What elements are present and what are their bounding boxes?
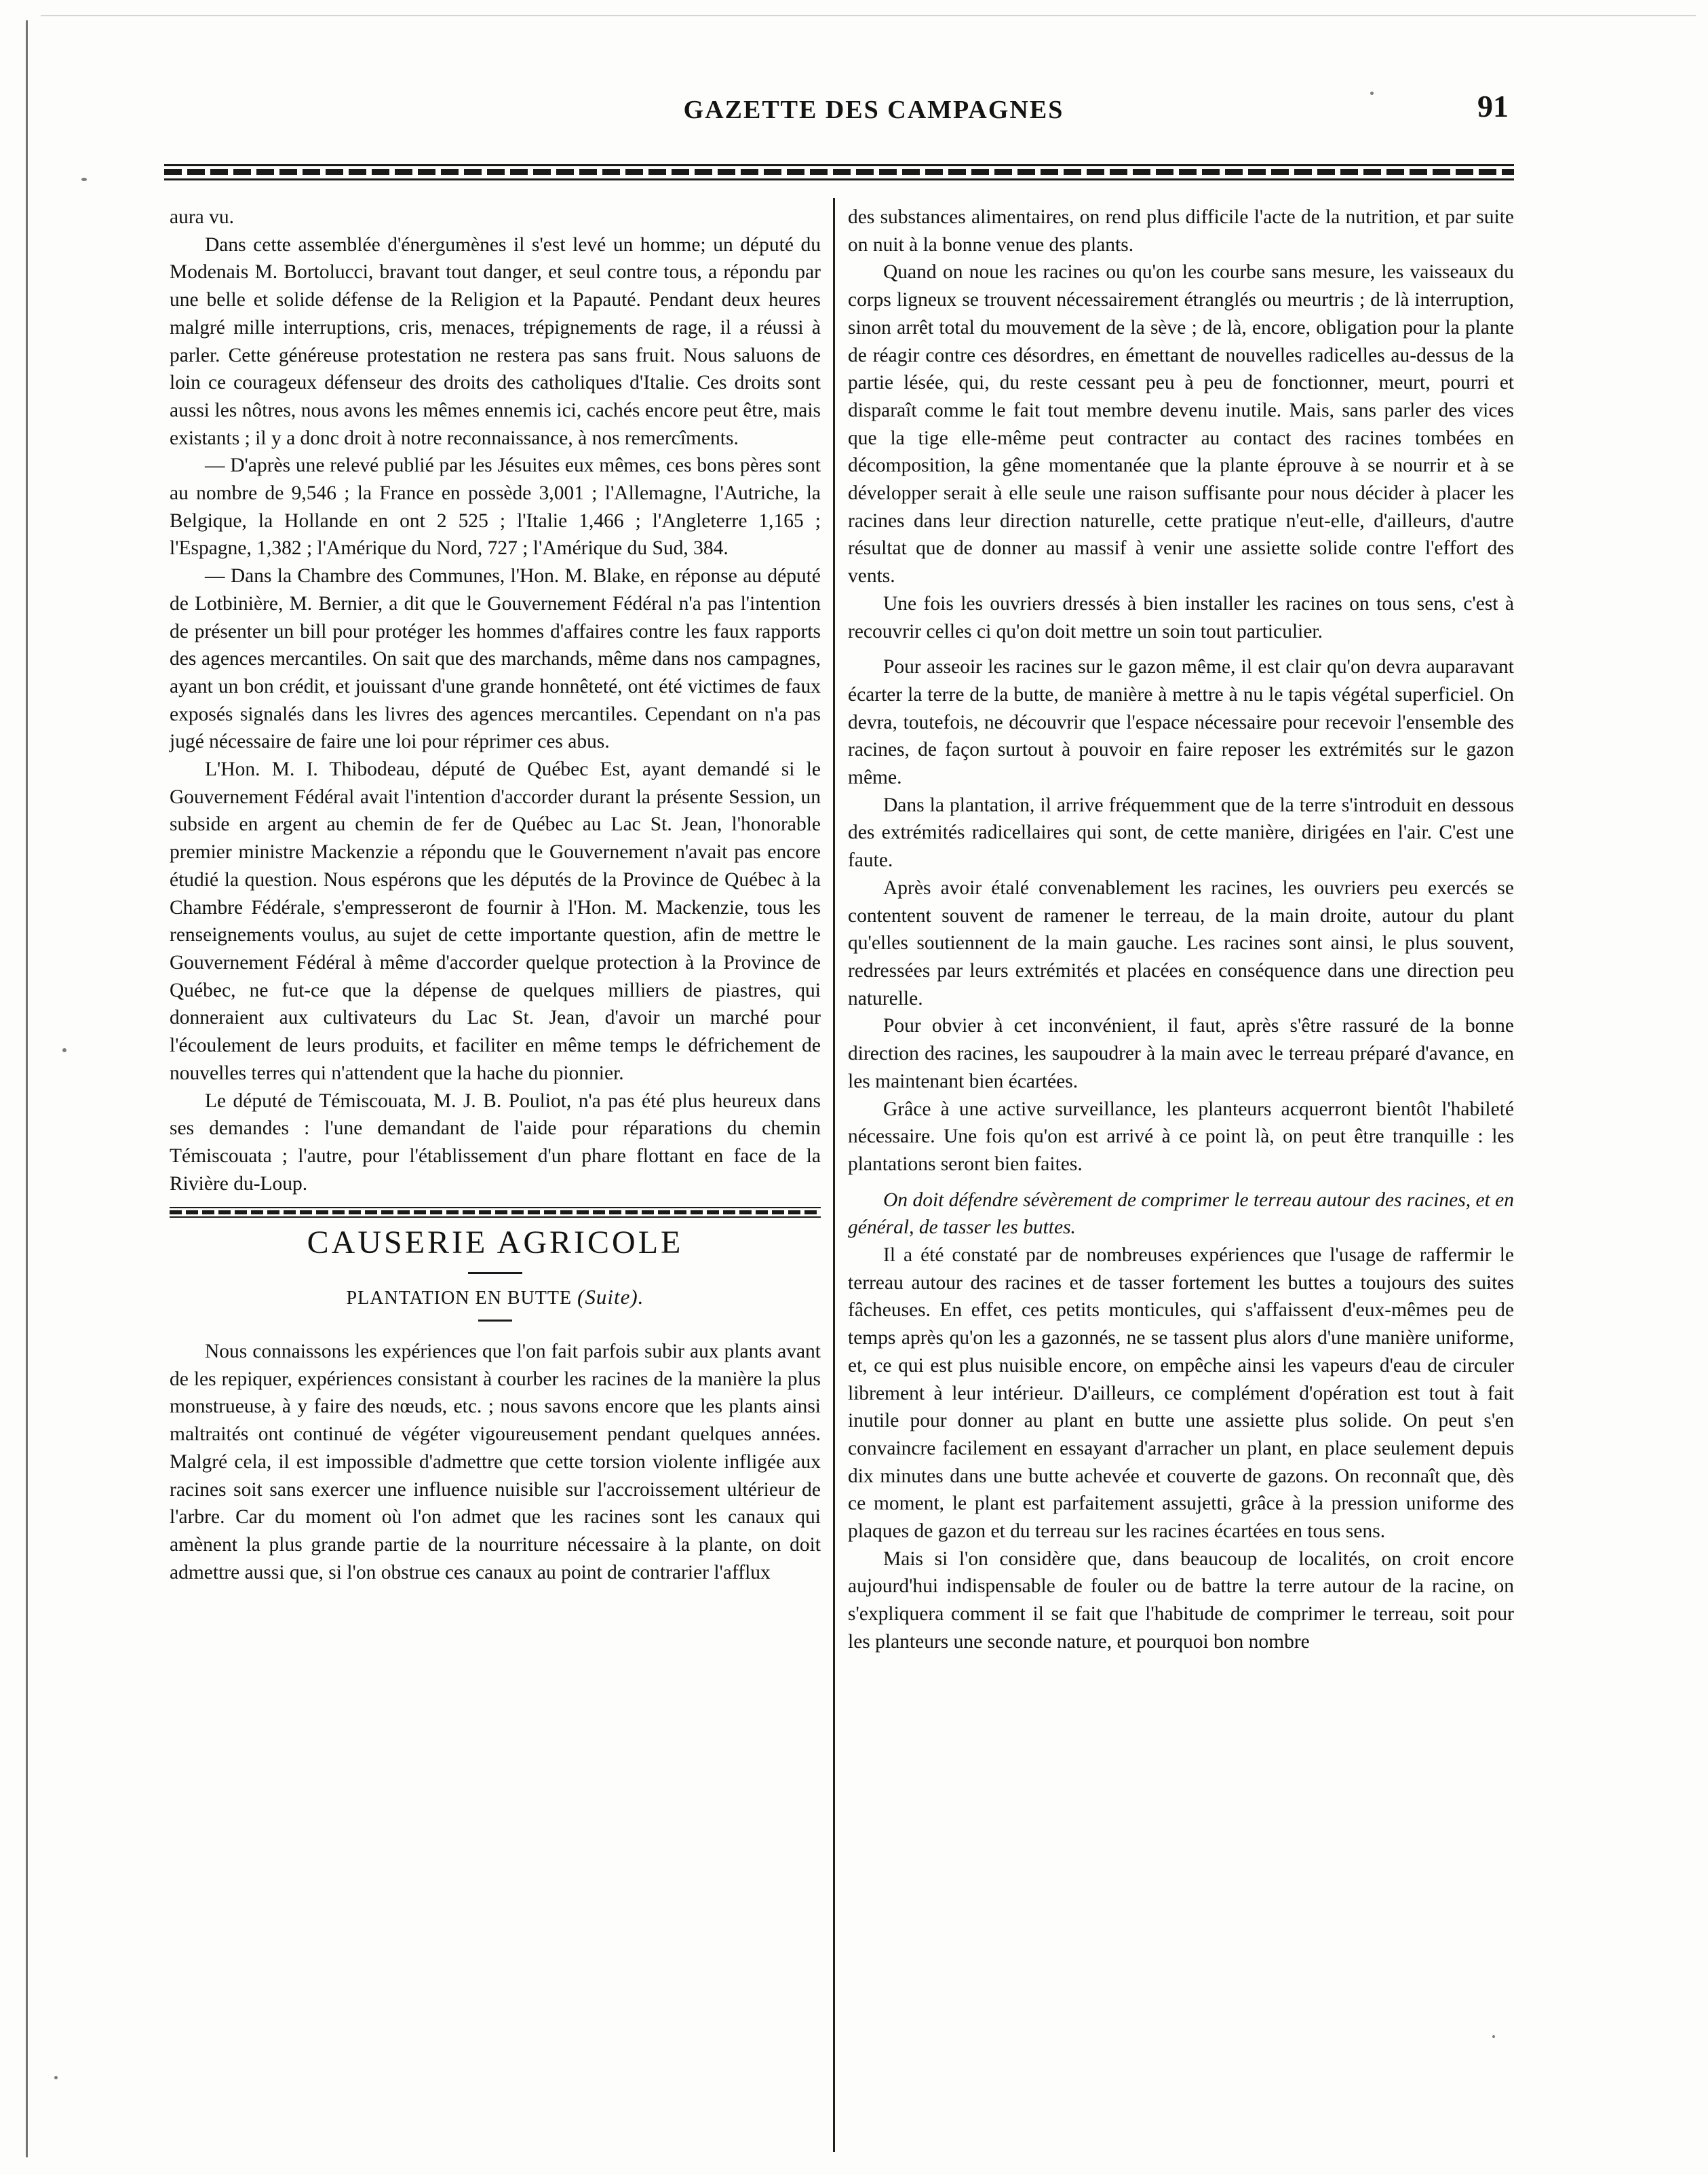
paragraph: Pour asseoir les racines sur le gazon même, il est clair qu'on devra auparavant écarter la terre de la butte, de manière à mettre à nu le tapis végétal superficiel. On devra, toutefois, ne découvrir que l'espace nécessaire pour recevoir l'ensemble des racines, de façon surtout à pouvoir en faire reposer les extrémités sur le gazon même. xyxy=(848,656,1514,789)
paragraph: Il a été constaté par de nombreuses expériences que l'usage de raffermir le terreau autour des racines et de tasser fortement les buttes a toujours des suites fâcheuses. En effet, ces petits monticules, qui s'affaissent d'eux-mêmes peu de temps après qu'on les a gazonnés, ne se tassent plus alors d'une manière uniforme, et, ce qui est plus nuisible encore, on empêche ainsi les vapeurs d'eau de circuler librement à leur intérieur. D'ailleurs, ce complément d'opération est tout à fait inutile pour donner au plant en butte une assiette plus solide. On peut s'en convaincre facilement en essayant d'arracher un plant, en place seulement depuis dix minutes dans une butte achevée et couverte de gazons. On reconnaît que, dès ce moment, le plant est parfaitement assujetti, grâce à la pression uniforme des plaques de gazon et du terreau sur les racines écartées en tous sens. xyxy=(848,1244,1514,1543)
paragraph: Mais si l'on considère que, dans beaucoup de localités, on croit encore aujourd'hui indispensable de fouler ou de battre la terre autour de la racine, on s'expliquera comment il se fait que l'habitude de comprimer le terreau, soit pour les planteurs une seconde nature, et pourquoi bon nombre xyxy=(848,1547,1514,1653)
paragraph: Pour obvier à cet inconvénient, il faut, après s'être rassuré de la bonne direction des racines, les saupoudrer à la main avec le terreau préparé d'avance, en les maintenant bien écartées. xyxy=(848,1015,1514,1092)
running-head: GAZETTE DES CAMPAGNES xyxy=(683,96,1064,124)
page-number: 91 xyxy=(1477,89,1509,123)
column-divider xyxy=(833,198,835,2152)
left-column xyxy=(170,204,821,1586)
paragraph: aura vu. xyxy=(170,206,235,228)
section-subtitle xyxy=(170,1284,821,1313)
subtitle-text: PLANTATION EN BUTTE xyxy=(346,1288,572,1309)
subtitle-underline xyxy=(478,1320,512,1322)
italic-paragraph xyxy=(848,1187,1514,1242)
header-rule xyxy=(164,164,1514,180)
paragraph: Quand on noue les racines ou qu'on les courbe sans mesure, les vaisseaux du corps ligneux se trouvent nécessairement étranglés ou meurtris ; de là interruption, sinon arrêt total du mouvement de la sève ; de là, encore, obligation pour la plante de réagir contre ces désordres, en émettant de nouvelles radicelles au-dessus de la partie lésée, qui, du reste cessant peu à peu de fonctionner, meurt, pourri et disparaît comme le fait tout membre devenu inutile. Mais, sans parler des vices que la tige elle-même peut contracter au contact des racines tombées en décomposition, la gêne momentanée que la plante éprouve à se nourrir et à se développer serait à elle seule une raison suffisante pour nous décider à placer les racines dans leur direction naturelle, cette pratique n'eut-elle, d'ailleurs, d'autre résultat que de donner au massif à venir une assiette solide contre l'effort des vents. xyxy=(848,261,1514,588)
paragraph: Une fois les ouvriers dressés à bien installer les racines on tous sens, c'est à recouvrir celles ci qu'on doit mettre un soin tout particulier. xyxy=(848,592,1514,642)
paragraph: Dans la plantation, il arrive fréquemment que de la terre s'introduit en dessous des extrémités radicellaires qui sont, de cette manière, dirigées en l'air. C'est une faute. xyxy=(848,794,1514,872)
title-underline xyxy=(468,1272,522,1274)
section-title: CAUSERIE AGRICOLE xyxy=(307,1225,684,1261)
paragraph: Le député de Témiscouata, M. J. B. Pouliot, n'a pas été plus heureux dans ses demandes : l'une demandant de l'aide pour réparations du chemin Témiscouata ; l'autre, pour l'établissement d'un phare flottant en face de la Rivière du-Loup. xyxy=(170,1090,821,1195)
italic-text: On doit défendre sévèrement de comprimer le terreau autour des racines, et en général, de tasser les buttes. xyxy=(848,1189,1514,1239)
paragraph: — D'après une relevé publié par les Jésuites eux mêmes, ces bons pères sont au nombre de 9,546 ; la France en possède 3,001 ; l'Allemagne, l'Autriche, la Belgique, la Hollande en ont 2 525 ; l'Italie 1,466 ; l'Angleterre 1,165 ; l'Espagne, 1,382 ; l'Amérique du Nord, 727 ; l'Amérique du Sud, 384. xyxy=(170,455,821,560)
binding-edge xyxy=(26,20,28,2157)
subtitle-suffix: (Suite). xyxy=(577,1285,644,1309)
paragraph: — Dans la Chambre des Communes, l'Hon. M. Blake, en réponse au député de Lotbinière, M. Bernier, a dit que le Gouvernement Fédéral n'a pas l'intention de présenter un bill pour protéger les hommes d'affaires contre les faux rapports des agences mercantiles. On sait que des marchands, même dans nos campagnes, ayant un bon crédit, et jouissant d'une grande honnêteté, ont été victimes de faux exposés signalés dans les livres des agences mercantiles. Cependant on n'a pas jugé nécessaire de faire une loi pour réprimer ces abus. xyxy=(170,565,821,753)
scan-speck xyxy=(62,1048,66,1052)
paragraph: des substances alimentaires, on rend plus difficile l'acte de la nutrition, et par suite on nuit à la bonne venue des plants. xyxy=(848,206,1514,256)
paragraph: Grâce à une active surveillance, les planteurs acquerront bientôt l'habileté nécessaire. Une fois qu'on est arrivé à ce point là, on peut être tranquille : les plantations seront bien faites. xyxy=(848,1098,1514,1175)
scan-speck xyxy=(1492,2035,1495,2038)
top-edge-shadow xyxy=(41,15,1696,16)
scan-speck xyxy=(54,2076,58,2079)
paragraph: Après avoir étalé convenablement les racines, les ouvriers peu exercés se contentent souvent de ramener le terreau, de la main droite, autour du plant qu'elles soutiennent de la main gauche. Les racines sont ainsi, le plus souvent, redressées par leurs extrémités et placées en conséquence dans une direction peu naturelle. xyxy=(848,877,1514,1009)
scan-speck xyxy=(1370,92,1374,95)
section-rule xyxy=(170,1207,821,1218)
scan-speck xyxy=(81,178,87,181)
paragraph: Nous connaissons les expériences que l'on fait parfois subir aux plants avant de les repiquer, expériences consistant à courber les racines de la manière la plus monstrueuse, à y faire des nœuds, etc. ; nous savons encore que les plants ainsi maltraités ont continué de végéter vigoureusement pendant quelques années. Malgré cela, il est impossible d'admettre que cette torsion violente infligée aux racines soit sans exercer une influence nuisible sur l'accroissement ultérieur de l'arbre. Car du moment où l'on admet que les racines sont les canaux qui amènent la plus grande partie de la nourriture nécessaire à la plante, on doit admettre aussi que, si l'on obstrue ces canaux au point de contrarier l'afflux xyxy=(170,1341,821,1583)
right-column xyxy=(848,204,1514,1656)
paragraph: Dans cette assemblée d'énergumènes il s'est levé un homme; un député du Modenais M. Bortolucci, bravant tout danger, et seul contre tous, a répondu par une belle et solide défense de la Religion et la Papauté. Pendant deux heures malgré mille interruptions, cris, menaces, trépignements de rage, il a réussi à parler. Cette généreuse protestation ne restera pas sans fruit. Nous saluons de loin ce courageux défenseur des droits des catholiques d'Italie. Ces droits sont aussi les nôtres, nous avons les mêmes ennemis ici, cachés encore peut être, mais existants ; il y a donc droit à notre reconnaissance, à nos remercîments. xyxy=(170,233,821,449)
paragraph: L'Hon. M. I. Thibodeau, député de Québec Est, ayant demandé si le Gouvernement Fédéral avait l'intention d'accorder durant la présente Session, un subside en argent au chemin de fer de Québec au Lac St. Jean, l'honorable premier ministre Mackenzie a répondu que le Gouvernement n'avait pas encore étudié la question. Nous espérons que les députés de la Province de Québec à la Chambre Fédérale, s'empresseront de fournir à l'Hon. M. Mackenzie, tous les renseignements voulus, au sujet de cette importante question, afin de mettre le Gouvernement Fédéral à même d'accorder quelque protection à la Province de Québec, ne fut-ce que la dépense de quelques milliers de piastres, qui donneraient aux cultivateurs du Lac St. Jean, d'avoir un marché pour l'écoulement de leurs produits, et faciliter en même temps le défrichement de nouvelles terres qui n'attendent que la hache du pionnier. xyxy=(170,758,821,1084)
